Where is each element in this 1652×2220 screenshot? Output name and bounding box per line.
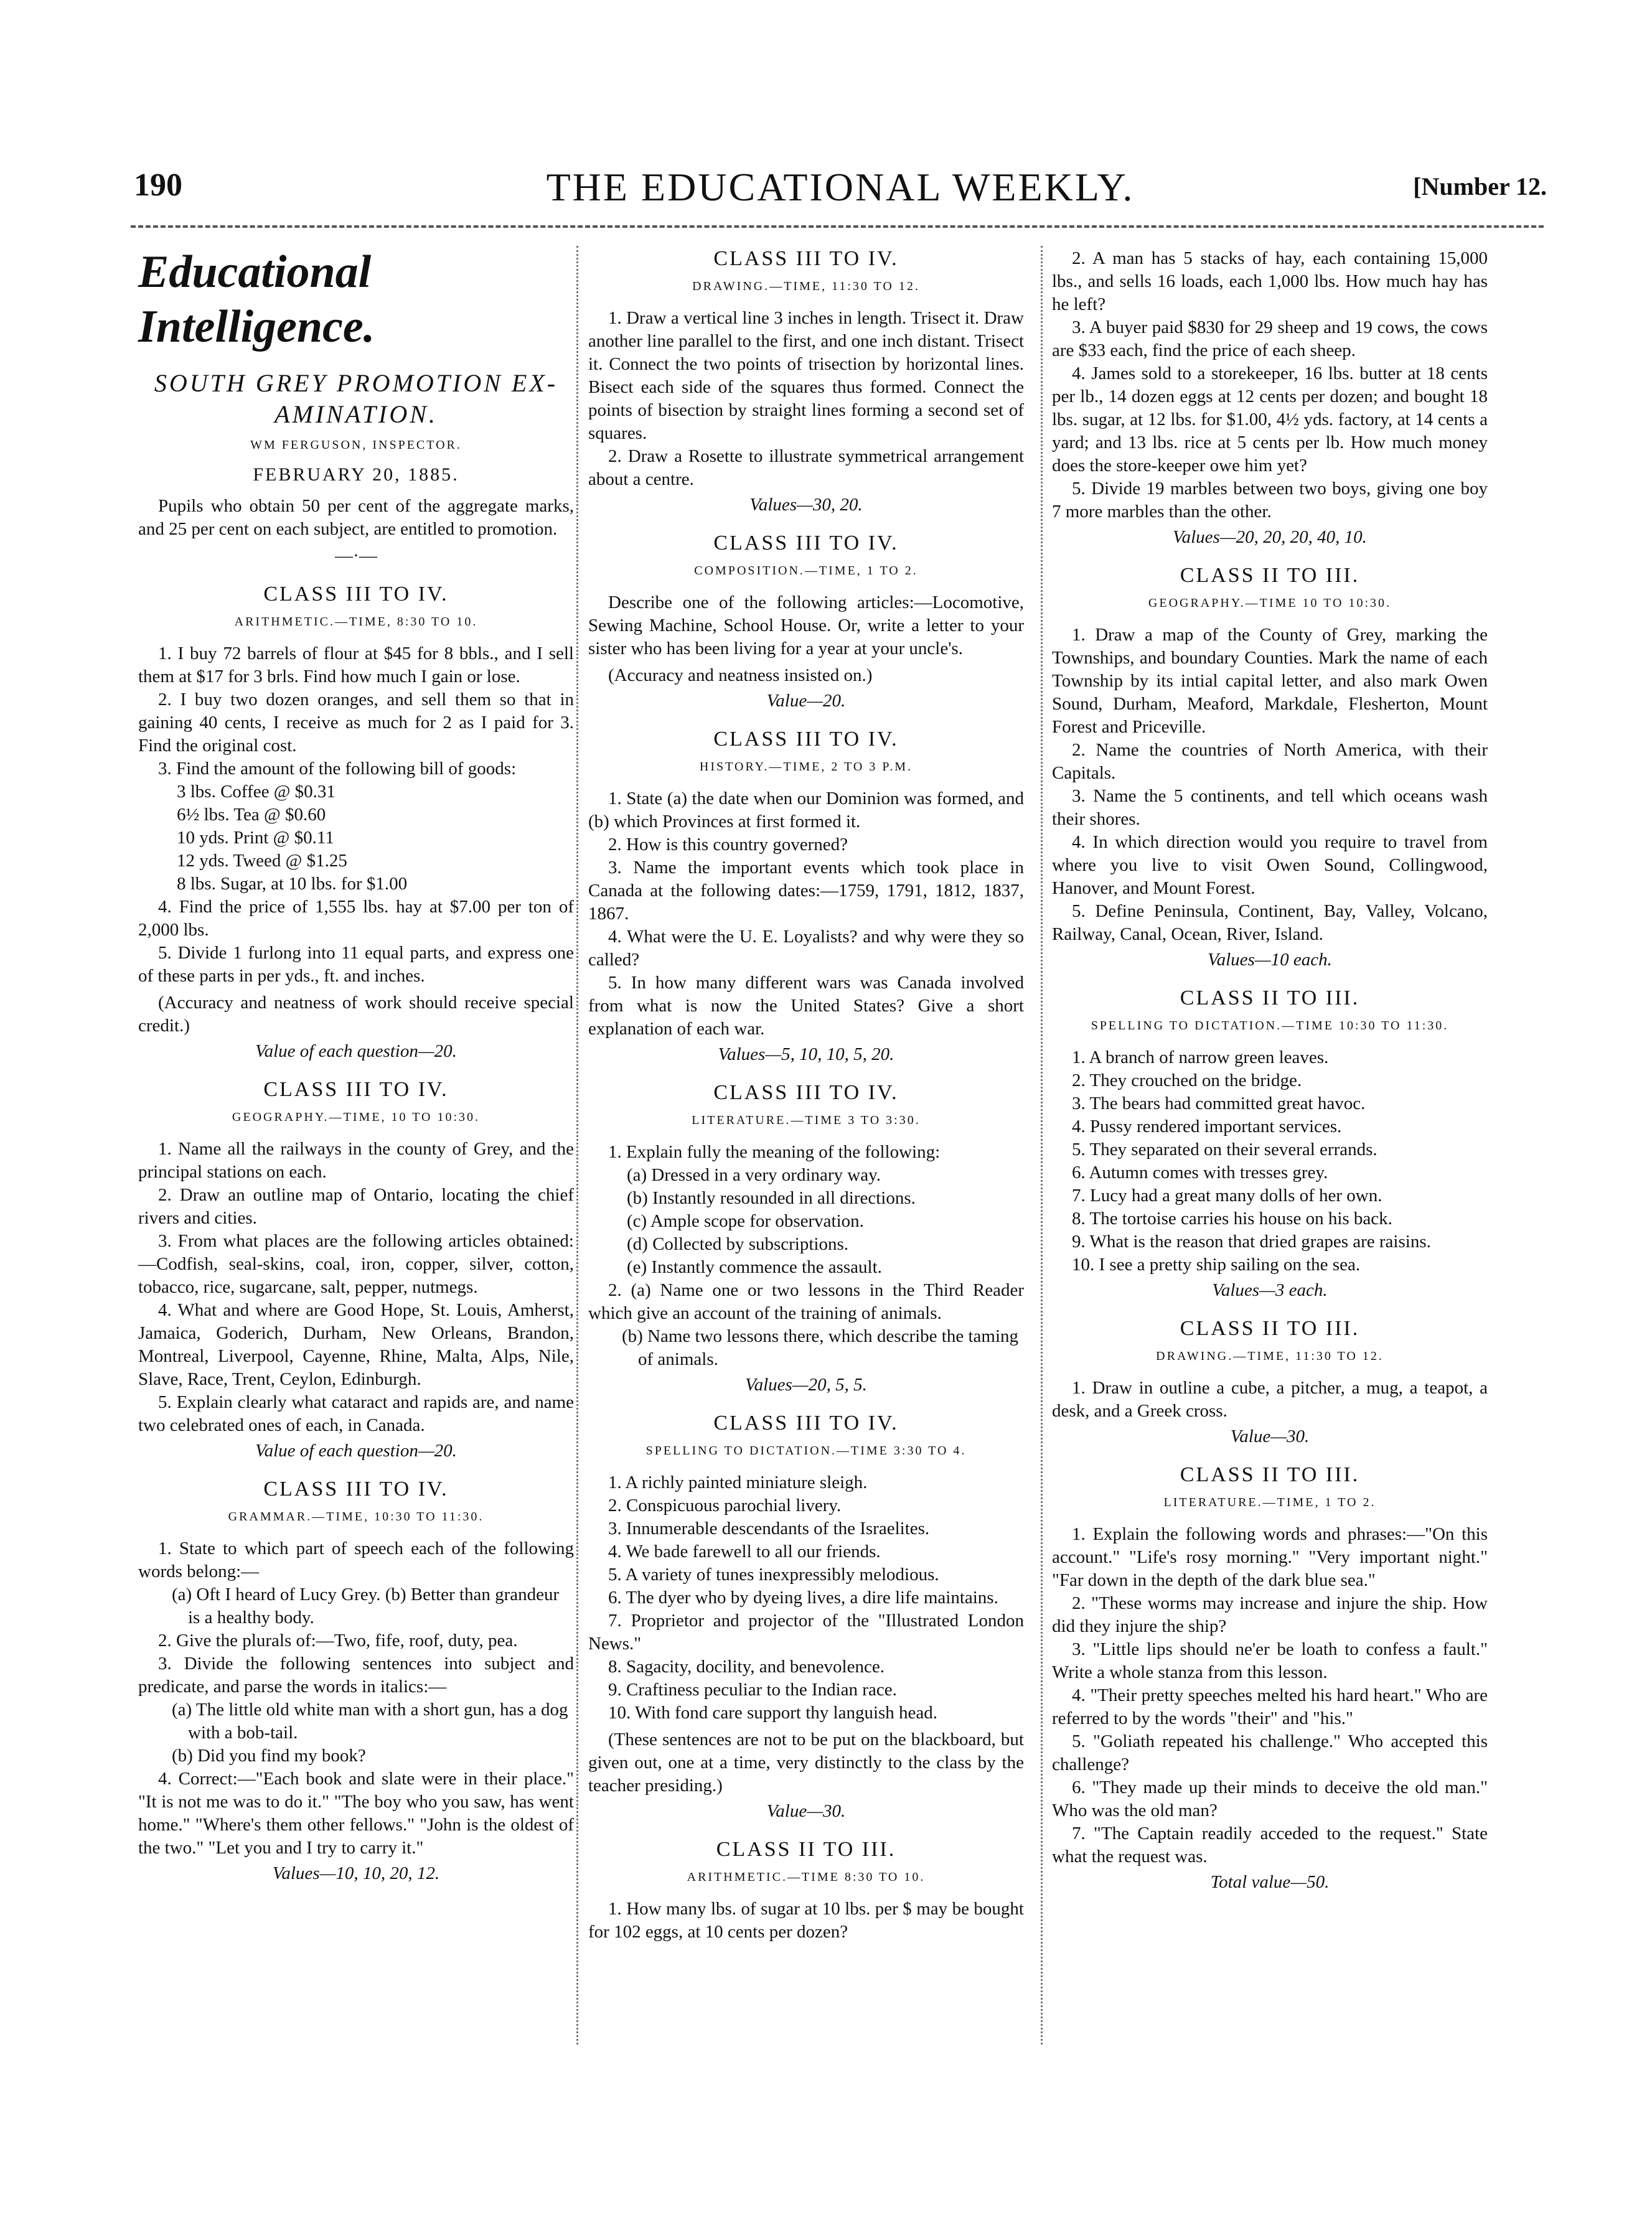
question: 1. Draw a map of the County of Grey, marking the Townships, and boundary Counties. Mark the name of each Township by its intial capital letter, and also mark Owen Sound, Durham, Meaford, Markdale, Flesherton, Mount Forest and Priceville. <box>1052 625 1488 737</box>
question: 5. Divide 19 marbles between two boys, giving one boy 7 more marbles than the other. <box>1052 479 1488 522</box>
question: 2. I buy two dozen oranges, and sell them so that in gaining 40 cents, I receive as much for 2 as I paid for 3. Find the original cost. <box>138 690 574 756</box>
values: Values—3 each. <box>1212 1280 1328 1300</box>
values: Total value—50. <box>1210 1872 1330 1892</box>
section-subject: ARITHMETIC.—TIME, 8:30 TO 10. <box>234 615 478 629</box>
column-3 <box>1052 240 1488 1898</box>
list-item: 5. A variety of tunes inexpressibly melodious. <box>608 1565 939 1585</box>
question: 3. Name the important events which took place in Canada at the following dates:—1759, 1791, 1812, 1837, 1867. <box>588 858 1024 924</box>
sub-question: (d) Collected by subscriptions. <box>627 1234 849 1254</box>
list-item: 3. The bears had committed great havoc. <box>1072 1094 1366 1113</box>
list-item: 10. I see a pretty ship sailing on the sea. <box>1072 1255 1361 1275</box>
sub-question: (e) Instantly commence the assault. <box>627 1257 882 1277</box>
question: 2. Draw a Rosette to illustrate symmetrical arrangement about a centre. <box>588 446 1024 489</box>
journal-title: THE EDUCATIONAL WEEKLY. <box>546 165 1135 209</box>
section-title: CLASS III TO IV. <box>263 1078 449 1101</box>
note: (These sentences are not to be put on the blackboard, but given out, one at a time, very distinctly to the class by the teacher presiding.) <box>588 1730 1024 1796</box>
note: (Accuracy and neatness insisted on.) <box>608 665 873 685</box>
section-subject: GEOGRAPHY.—TIME 10 TO 10:30. <box>1148 596 1392 610</box>
list-item: 4. Pussy rendered important services. <box>1072 1117 1342 1136</box>
exam-date: FEBRUARY 20, 1885. <box>253 464 459 485</box>
sub-question: (b) Did you find my book? <box>172 1746 366 1766</box>
section-heading: Educational Intelligence. <box>138 246 375 352</box>
header-rule <box>131 225 1544 228</box>
section-title: CLASS III TO IV. <box>713 1081 899 1104</box>
values: Value—30. <box>1230 1426 1310 1446</box>
question: 1. How many lbs. of sugar at 10 lbs. per $ may be bought for 102 eggs, at 10 cents per dozen? <box>588 1899 1024 1942</box>
list-item: 9. What is the reason that dried grapes are raisins. <box>1072 1232 1431 1252</box>
question: 4. In which direction would you require to travel from where you live to visit Owen Sound, Collingwood, Hanover, and Mount Forest. <box>1052 832 1488 898</box>
list-item: 6. Autumn comes with tresses grey. <box>1072 1163 1328 1183</box>
section-subject: SPELLING TO DICTATION.—TIME 3:30 TO 4. <box>645 1444 967 1458</box>
separator: —·— <box>335 546 377 566</box>
section-subject: SPELLING TO DICTATION.—TIME 10:30 TO 11:30. <box>1091 1019 1449 1033</box>
sub-question: (b) Instantly resounded in all directions. <box>627 1188 916 1208</box>
question: 2. "These worms may increase and injure the ship. How did they injure the ship? <box>1052 1593 1488 1636</box>
sub-question: (a) The little old white man with a short gun, has a dog with a bob-tail. <box>172 1700 568 1743</box>
list-item: 7. Proprietor and projector of the "Illustrated London News." <box>588 1611 1024 1654</box>
question: 5. Define Peninsula, Continent, Bay, Valley, Volcano, Railway, Canal, Ocean, River, Island. <box>1052 901 1488 944</box>
column-divider-1 <box>576 246 578 2044</box>
values: Value of each question—20. <box>255 1041 457 1061</box>
section-subject: COMPOSITION.—TIME, 1 TO 2. <box>694 564 918 578</box>
section-subject: DRAWING.—TIME, 11:30 TO 12. <box>692 279 920 293</box>
list-item: 10. With fond care support thy languish head. <box>608 1703 938 1723</box>
bill-item: 6½ lbs. Tea @ $0.60 <box>177 805 326 825</box>
values: Values—20, 5, 5. <box>745 1375 867 1395</box>
question: 5. In how many different wars was Canada involved from what is now the United States? Give a short explanation of each war. <box>588 973 1024 1039</box>
question: 5. "Goliath repeated his challenge." Who accepted this challenge? <box>1052 1731 1488 1774</box>
section-title: CLASS II TO III. <box>716 1838 896 1861</box>
section-title: CLASS III TO IV. <box>713 247 899 270</box>
question: 1. I buy 72 barrels of flour at $45 for 8 bbls., and I sell them at $17 for 3 brls. Find how much I gain or lose. <box>138 644 574 686</box>
values: Values—5, 10, 10, 5, 20. <box>718 1044 894 1064</box>
question: 4. James sold to a storekeeper, 16 lbs. butter at 18 cents per lb., 14 dozen eggs at 12 cents per dozen; and bought 18 lbs. sugar, at 12 lbs. for $1.00, 4½ yds. factory, at 14 cents a yard; and 13 lbs. rice at 5 cents per lb. How much money does the store-keeper owe him yet? <box>1052 363 1488 475</box>
list-item: 4. We bade farewell to all our friends. <box>608 1542 881 1562</box>
section-title: CLASS II TO III. <box>1180 1463 1360 1486</box>
page-number: 190 <box>134 167 182 203</box>
column-divider-2 <box>1041 246 1043 2044</box>
section-subject: LITERATURE.—TIME 3 TO 3:30. <box>692 1113 921 1127</box>
bill-item: 12 yds. Tweed @ $1.25 <box>177 851 347 871</box>
question: 1. Name all the railways in the county of Grey, and the principal stations on each. <box>138 1139 574 1182</box>
column-1 <box>138 240 574 1889</box>
sub-question: (a) Dressed in a very ordinary way. <box>627 1165 881 1185</box>
values: Values—30, 20. <box>749 495 863 515</box>
question: 3. Find the amount of the following bill of goods: <box>158 759 517 779</box>
section-subject: ARITHMETIC.—TIME 8:30 TO 10. <box>687 1870 926 1884</box>
list-item: 5. They separated on their several errands. <box>1072 1140 1377 1159</box>
exam-title: SOUTH GREY PROMOTION EX-AMINATION. <box>154 369 558 428</box>
values: Value—30. <box>766 1801 846 1821</box>
sub-question: (c) Ample scope for observation. <box>627 1211 864 1231</box>
question: 4. Correct:—"Each book and slate were in their place." "It is not me was to do it." "The boy who you saw, has went home." "Where's them other fellows." "John is the oldest of the two." "Let you and I try to carry it." <box>138 1769 574 1858</box>
question: 6. "They made up their minds to deceive the old man." Who was the old man? <box>1052 1777 1488 1820</box>
question: 1. State (a) the date when our Dominion was formed, and (b) which Provinces at first formed it. <box>588 789 1024 831</box>
list-item: 1. A branch of narrow green leaves. <box>1072 1047 1329 1067</box>
page-header <box>134 167 1547 217</box>
list-item: 2. They crouched on the bridge. <box>1072 1070 1302 1090</box>
question: 1. Explain the following words and phrases:—"On this account." "Life's rosy morning." "Very important night." "Far down in the depth of the dark blue sea." <box>1052 1524 1488 1590</box>
intro-text: Pupils who obtain 50 per cent of the aggregate marks, and 25 per cent on each subject, are entitled to promotion. <box>138 496 574 539</box>
question: 4. What and where are Good Hope, St. Louis, Amherst, Jamaica, Goderich, Durham, New Orleans, Brandon, Montreal, Liverpool, Cayenne, Rhine, Malta, Alps, Nile, Slave, Race, Trent, Ceylon, Edinburgh. <box>138 1300 574 1389</box>
question: 4. What were the U. E. Loyalists? and why were they so called? <box>588 927 1024 970</box>
bill-item: 10 yds. Print @ $0.11 <box>177 828 334 848</box>
section-subject: LITERATURE.—TIME, 1 TO 2. <box>1163 1496 1376 1509</box>
question: 3. "Little lips should ne'er be loath to confess a fault." Write a whole stanza from this lesson. <box>1052 1639 1488 1682</box>
bill-item: 8 lbs. Sugar, at 10 lbs. for $1.00 <box>177 874 408 894</box>
question: 1. State to which part of speech each of the following words belong:— <box>138 1539 574 1581</box>
issue-number: [Number 12. <box>1413 172 1547 200</box>
section-title: CLASS III TO IV. <box>263 1478 449 1501</box>
values: Values—10 each. <box>1208 950 1332 970</box>
question: 2. Draw an outline map of Ontario, locating the chief rivers and cities. <box>138 1185 574 1228</box>
list-item: 8. The tortoise carries his house on his back. <box>1072 1209 1392 1229</box>
question: 5. Divide 1 furlong into 11 equal parts, and express one of these parts in per yds., ft. and inches. <box>138 943 574 986</box>
list-item: 8. Sagacity, docility, and benevolence. <box>608 1657 885 1677</box>
section-subject: GRAMMAR.—TIME, 10:30 TO 11:30. <box>228 1510 484 1524</box>
question: 5. Explain clearly what cataract and rapids are, and name two celebrated ones of each, in Canada. <box>138 1392 574 1435</box>
list-item: 6. The dyer who by dyeing lives, a dire life maintains. <box>608 1588 998 1608</box>
section-title: CLASS III TO IV. <box>263 583 449 606</box>
question: Describe one of the following articles:—Locomotive, Sewing Machine, School House. Or, write a letter to your sister who has been living for a year at your uncle's. <box>588 592 1024 658</box>
section-subject: DRAWING.—TIME, 11:30 TO 12. <box>1156 1349 1384 1363</box>
question: 2. Name the countries of North America, with their Capitals. <box>1052 740 1488 783</box>
list-item: 3. Innumerable descendants of the Israelites. <box>608 1519 930 1539</box>
question: 4. Find the price of 1,555 lbs. hay at $7.00 per ton of 2,000 lbs. <box>138 897 574 940</box>
question: 2. Give the plurals of:—Two, fife, roof, duty, pea. <box>158 1631 518 1651</box>
question: 3. A buyer paid $830 for 29 sheep and 19 cows, the cows are $33 each, find the price of each sheep. <box>1052 317 1488 360</box>
section-title: CLASS II TO III. <box>1180 1317 1360 1340</box>
values: Value—20. <box>766 691 846 711</box>
inspector-line: WM FERGUSON, INSPECTOR. <box>250 438 462 452</box>
sub-question: (a) Oft I heard of Lucy Grey. (b) Better than grandeur is a healthy body. <box>172 1585 560 1628</box>
values: Values—20, 20, 20, 40, 10. <box>1173 527 1367 547</box>
question: 3. Divide the following sentences into subject and predicate, and parse the words in italics:— <box>138 1654 574 1697</box>
bill-item: 3 lbs. Coffee @ $0.31 <box>177 782 336 802</box>
question: 2. (a) Name one or two lessons in the Third Reader which give an account of the training of animals. <box>588 1280 1024 1323</box>
question: 3. Name the 5 continents, and tell which oceans wash their shores. <box>1052 786 1488 829</box>
question: 2. A man has 5 stacks of hay, each containing 15,000 lbs., and sells 16 loads, each 1,000 lbs. How much hay has he left? <box>1052 248 1488 314</box>
list-item: 9. Craftiness peculiar to the Indian race. <box>608 1680 897 1700</box>
sub-question: (b) Name two lessons there, which describe the taming of animals. <box>622 1326 1019 1369</box>
section-title: CLASS III TO IV. <box>713 1412 899 1435</box>
section-title: CLASS II TO III. <box>1180 564 1360 587</box>
note: (Accuracy and neatness of work should receive special credit.) <box>138 993 574 1036</box>
section-title: CLASS II TO III. <box>1180 986 1360 1009</box>
question: 4. "Their pretty speeches melted his hard heart." Who are referred to by the words "their" and "his." <box>1052 1685 1488 1728</box>
list-item: 7. Lucy had a great many dolls of her own. <box>1072 1186 1382 1206</box>
values: Values—10, 10, 20, 12. <box>272 1863 440 1883</box>
values: Value of each question—20. <box>255 1441 457 1461</box>
list-item: 1. A richly painted miniature sleigh. <box>608 1473 868 1492</box>
list-item: 2. Conspicuous parochial livery. <box>608 1496 842 1515</box>
column-2 <box>588 240 1024 1944</box>
section-subject: HISTORY.—TIME, 2 TO 3 P.M. <box>699 760 913 774</box>
section-title: CLASS III TO IV. <box>713 532 899 555</box>
question: 7. "The Captain readily acceded to the request." State what the request was. <box>1052 1824 1488 1866</box>
question: 1. Explain fully the meaning of the following: <box>608 1142 941 1162</box>
section-subject: GEOGRAPHY.—TIME, 10 TO 10:30. <box>232 1110 481 1124</box>
section-title: CLASS III TO IV. <box>713 728 899 751</box>
question: 2. How is this country governed? <box>608 835 848 855</box>
question: 1. Draw in outline a cube, a pitcher, a mug, a teapot, a desk, and a Greek cross. <box>1052 1378 1488 1421</box>
question: 3. From what places are the following articles obtained:—Codfish, seal-skins, coal, iron, copper, silver, cotton, tobacco, rice, sugarcane, salt, pepper, nutmegs. <box>138 1231 574 1297</box>
question: 1. Draw a vertical line 3 inches in length. Trisect it. Draw another line parallel to the first, and one inch distant. Trisect it. Connect the two points of trisection by horizontal lines. Bisect each side of the squares thus formed. Connect the points of bisection by straight lines forming a second set of squares. <box>588 308 1024 443</box>
